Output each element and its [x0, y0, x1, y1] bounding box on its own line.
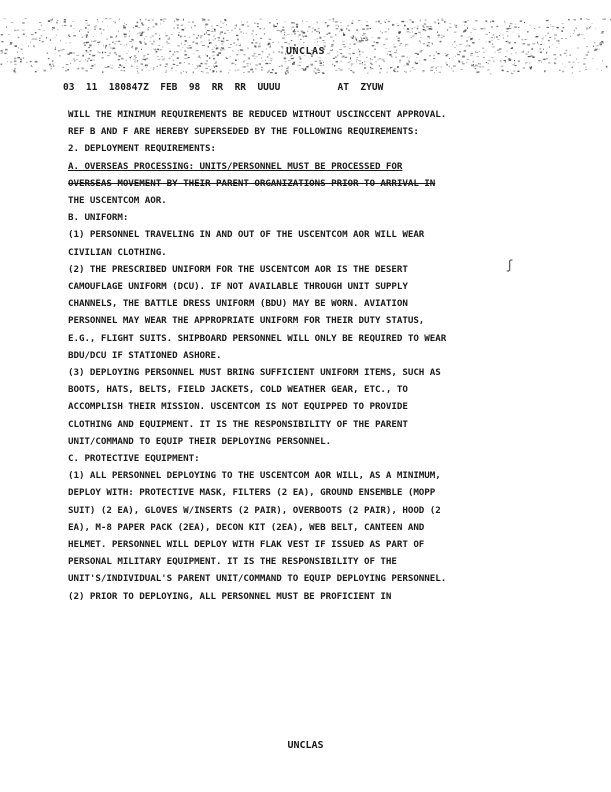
body-line: C. PROTECTIVE EQUIPMENT:	[68, 453, 200, 465]
body-line: 2. DEPLOYMENT REQUIREMENTS:	[68, 143, 216, 155]
body-line: UNIT'S/INDIVIDUAL'S PARENT UNIT/COMMAND TO EQUIP DEPLOYING PERSONNEL.	[68, 573, 447, 585]
body-line: (2) PRIOR TO DEPLOYING, ALL PERSONNEL MUST BE PROFICIENT IN	[68, 590, 392, 602]
header-classification: UNCLAS	[285, 46, 326, 57]
body-line: PERSONNEL MAY WEAR THE APPROPRIATE UNIFORM FOR THEIR DUTY STATUS,	[68, 315, 425, 327]
body-line: CHANNELS, THE BATTLE DRESS UNIFORM (BDU) MAY BE WORN. AVIATION	[68, 298, 408, 310]
body-line: SUIT) (2 EA), GLOVES W/INSERTS (2 PAIR), OVERBOOTS (2 PAIR), HOOD (2	[68, 504, 441, 516]
body-line: THE USCENTCOM AOR.	[68, 195, 167, 207]
message-body	[68, 106, 578, 605]
body-line: CIVILIAN CLOTHING.	[68, 246, 167, 258]
body-line: E.G., FLIGHT SUITS. SHIPBOARD PERSONNEL WILL ONLY BE REQUIRED TO WEAR	[68, 332, 447, 344]
body-line: CLOTHING AND EQUIPMENT. IT IS THE RESPONSIBILITY OF THE PARENT	[68, 418, 408, 430]
body-line: BDU/DCU IF STATIONED ASHORE.	[68, 349, 222, 361]
body-line: (1) PERSONNEL TRAVELING IN AND OUT OF THE USCENTCOM AOR WILL WEAR	[68, 229, 425, 241]
body-line: PERSONAL MILITARY EQUIPMENT. IT IS THE RESPONSIBILITY OF THE	[68, 556, 397, 568]
message-routing-line: 03 11 180847Z FEB 98 RR RR UUUU AT ZYUW	[63, 82, 384, 93]
body-line: HELMET. PERSONNEL WILL DEPLOY WITH FLAK VEST IF ISSUED AS PART OF	[68, 539, 425, 551]
body-line: (2) THE PRESCRIBED UNIFORM FOR THE USCENTCOM AOR IS THE DESERT	[68, 263, 408, 275]
body-line: B. UNIFORM:	[68, 212, 129, 224]
body-line: (1) ALL PERSONNEL DEPLOYING TO THE USCENTCOM AOR WILL, AS A MINIMUM,	[68, 470, 441, 482]
body-line: ACCOMPLISH THEIR MISSION. USCENTCOM IS NOT EQUIPPED TO PROVIDE	[68, 401, 408, 413]
footer-classification: UNCLAS	[287, 740, 324, 751]
body-line: (3) DEPLOYING PERSONNEL MUST BRING SUFFICIENT UNIFORM ITEMS, SUCH AS	[68, 367, 441, 379]
margin-pen-mark: ʃ	[506, 258, 514, 272]
body-line: OVERSEAS MOVEMENT BY THEIR PARENT ORGANIZATIONS PRIOR TO ARRIVAL IN	[68, 177, 436, 189]
body-line: CAMOUFLAGE UNIFORM (DCU). IF NOT AVAILABLE THROUGH UNIT SUPPLY	[68, 281, 408, 293]
body-line: REF B AND F ARE HEREBY SUPERSEDED BY THE FOLLOWING REQUIREMENTS:	[68, 126, 419, 138]
body-line: EA), M-8 PAPER PACK (2EA), DECON KIT (2EA), WEB BELT, CANTEEN AND	[68, 521, 425, 533]
body-line: DEPLOY WITH: PROTECTIVE MASK, FILTERS (2 EA), GROUND ENSEMBLE (MOPP	[68, 487, 436, 499]
body-line: A. OVERSEAS PROCESSING: UNITS/PERSONNEL MUST BE PROCESSED FOR	[68, 160, 403, 172]
body-line: WILL THE MINIMUM REQUIREMENTS BE REDUCED WITHOUT USCINCCENT APPROVAL.	[68, 109, 447, 120]
body-line: BOOTS, HATS, BELTS, FIELD JACKETS, COLD WEATHER GEAR, ETC., TO	[68, 384, 408, 396]
body-line: UNIT/COMMAND TO EQUIP THEIR DEPLOYING PERSONNEL.	[68, 435, 332, 447]
